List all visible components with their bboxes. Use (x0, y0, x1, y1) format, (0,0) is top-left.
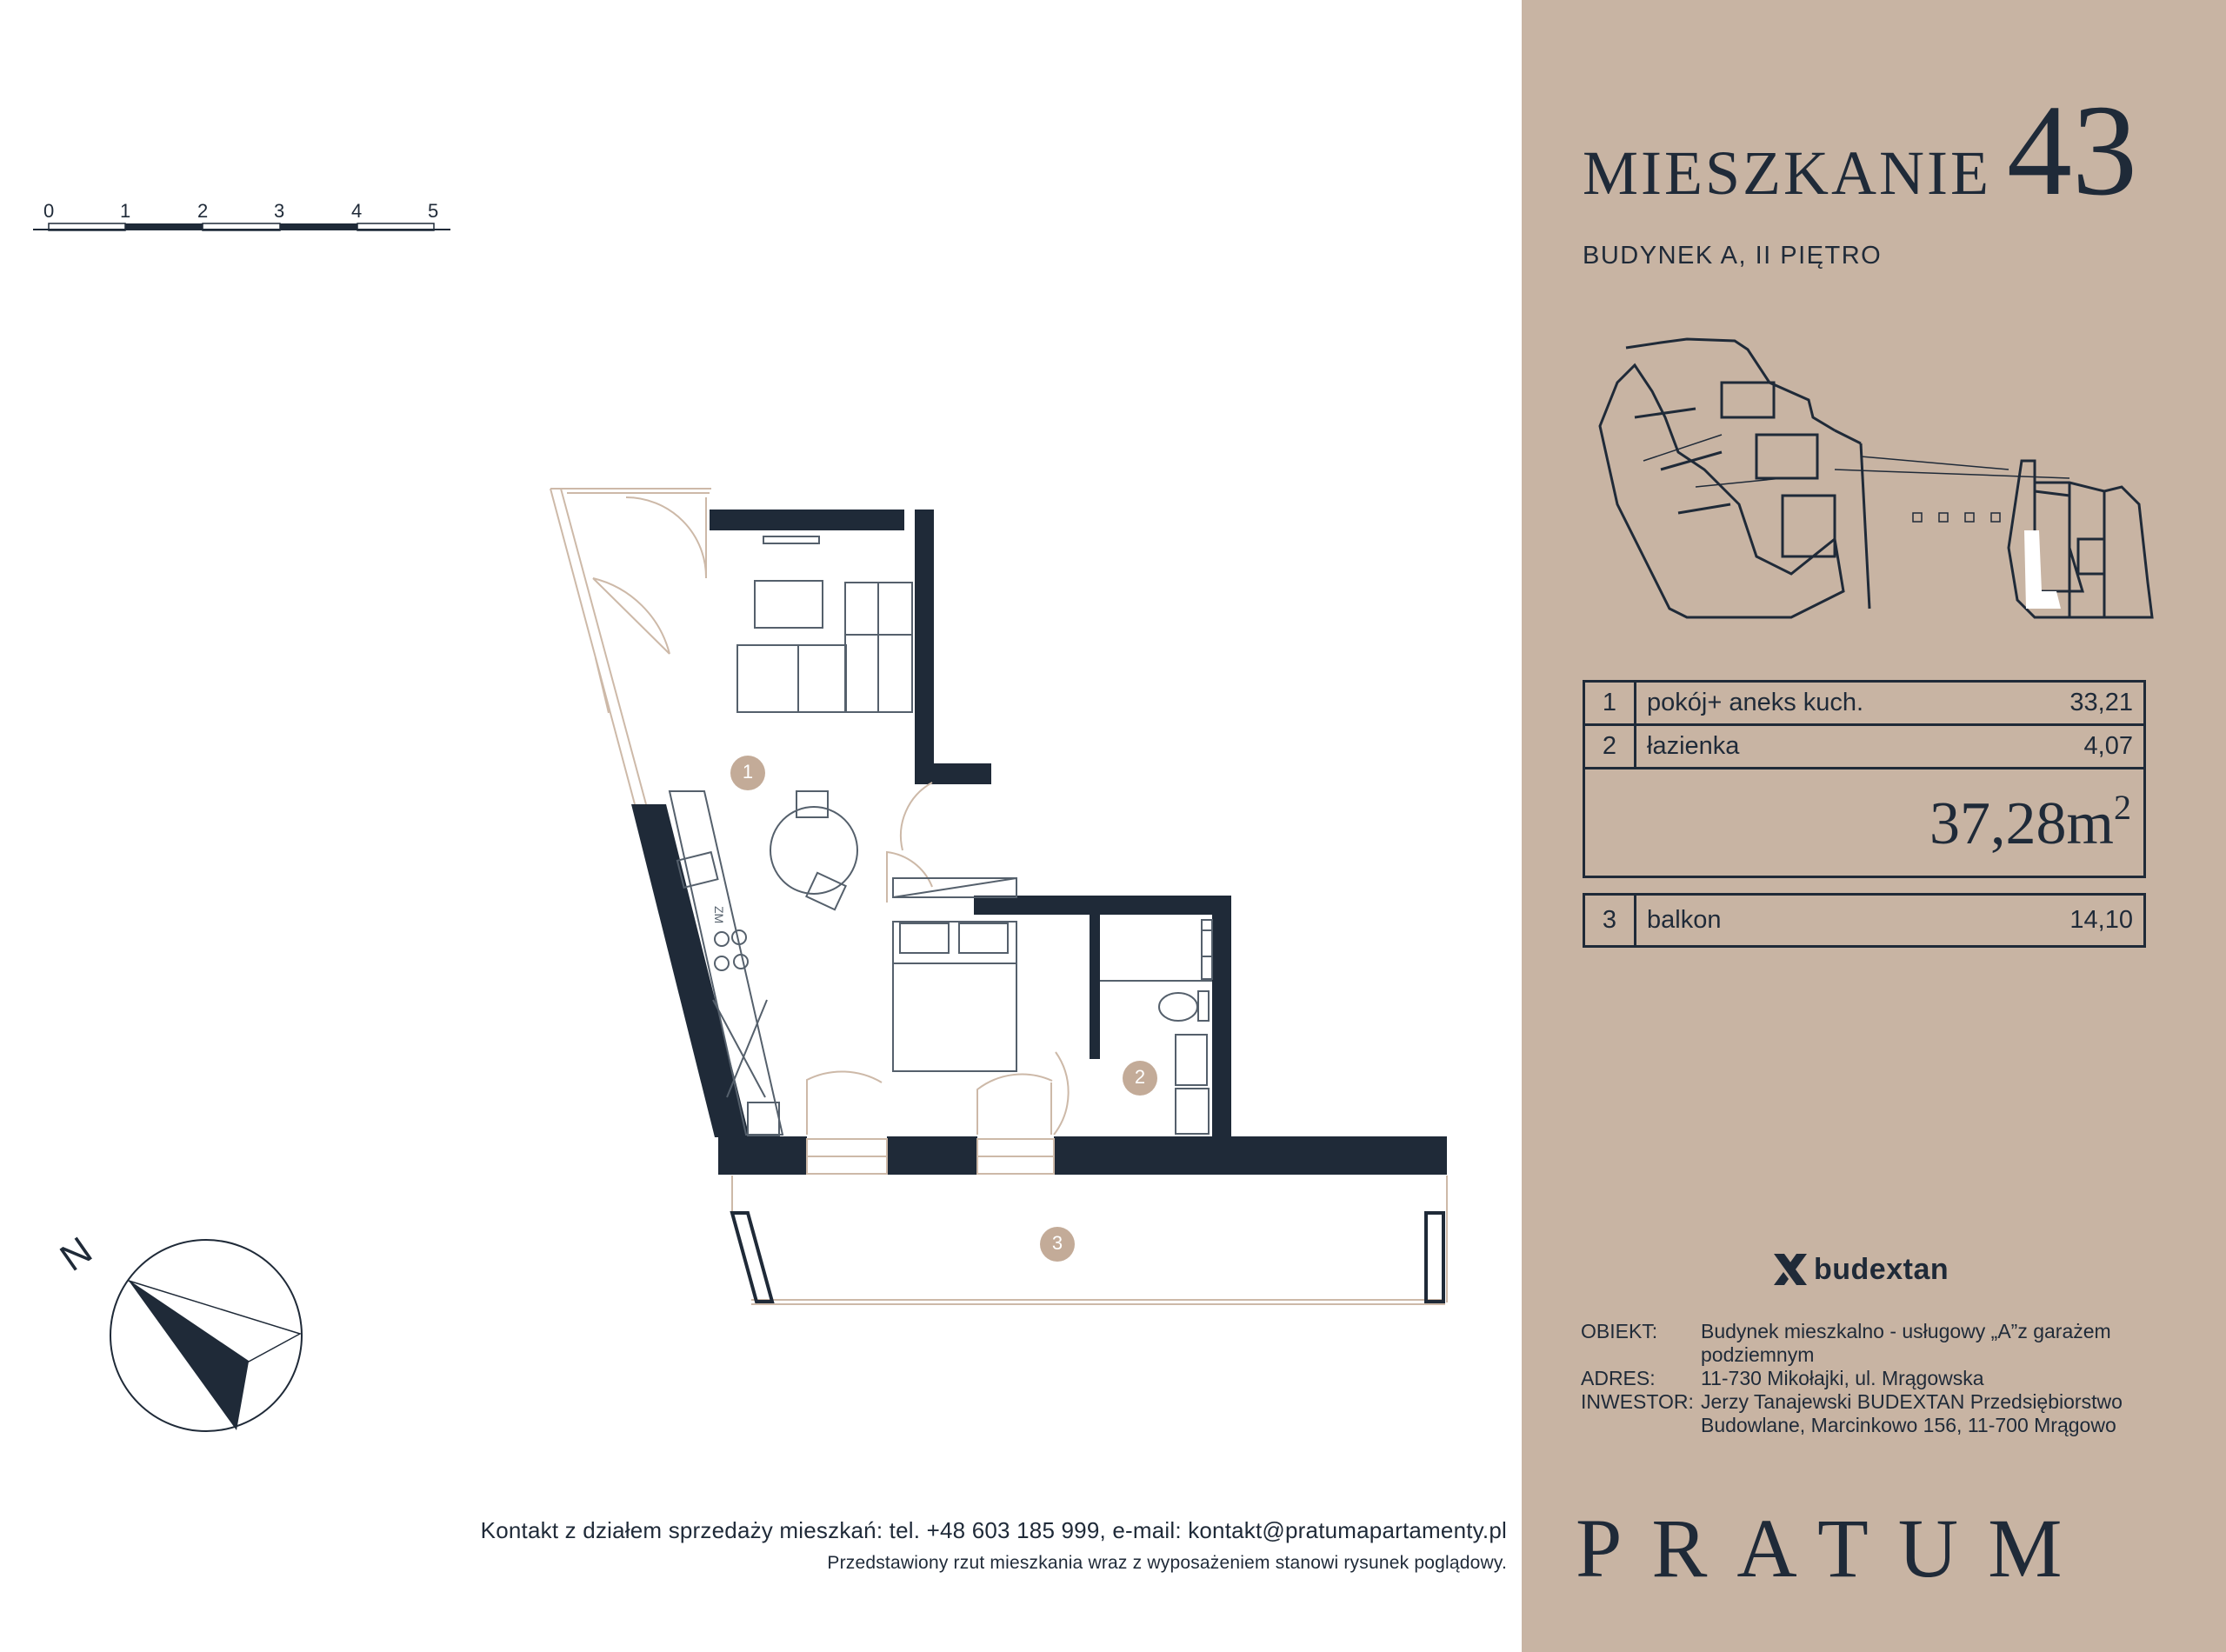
project-info (1581, 1320, 2188, 1437)
title-word: MIESZKANIE (1583, 138, 1991, 208)
balcony-doors (807, 783, 1069, 1174)
building-floor: BUDYNEK A, II PIĘTRO (1583, 242, 1883, 270)
entrance-door (593, 497, 706, 654)
balcony-table (1583, 893, 2146, 948)
scale-label: 3 (274, 200, 285, 222)
info-row (1581, 1367, 2188, 1390)
scale-label: 0 (43, 200, 55, 222)
total-row (1584, 769, 2145, 877)
info-key: ADRES: (1581, 1367, 1656, 1389)
scale-label: 2 (197, 200, 209, 222)
contact-info: Kontakt z działem sprzedaży mieszkań: tel. +48 603 185 999, e-mail: kontakt@pratumapartamenty.pl (480, 1517, 1507, 1543)
balcony-name: balkon (1636, 895, 1908, 947)
room-marker-label: 3 (1051, 1232, 1063, 1254)
compass-icon (110, 1240, 302, 1431)
info-value: 11-730 Mikołajki, ul. Mrągowska (1701, 1367, 1984, 1389)
scale-label: 4 (351, 200, 363, 222)
info-panel (1522, 0, 2226, 1652)
room-area: 33,21 (2019, 682, 2145, 725)
room-areas-table (1583, 680, 2146, 878)
compass-north-label: N (52, 1229, 100, 1280)
info-key: INWESTOR: (1581, 1390, 1694, 1413)
room-marker-label: 2 (1134, 1066, 1146, 1088)
developer-logo (1772, 1252, 1949, 1287)
scale-bar (33, 223, 450, 230)
balcony-number: 3 (1584, 895, 1636, 947)
table-row (1584, 682, 2145, 725)
disclaimer: Przedstawiony rzut mieszkania wraz z wyposażeniem stanowi rysunek poglądowy. (827, 1553, 1507, 1573)
total-area-value: 37,28m (1929, 789, 2114, 857)
scale-label: 1 (120, 200, 131, 222)
scale-label: 5 (428, 200, 439, 222)
developer-logo-icon (1772, 1252, 1809, 1287)
building-key-plan (1583, 330, 2174, 626)
balcony-planters (732, 1213, 1443, 1302)
room-area: 4,07 (2019, 725, 2145, 769)
info-key: OBIEKT: (1581, 1320, 1658, 1342)
furniture (737, 536, 1212, 1134)
developer-name: budextan (1814, 1252, 1949, 1286)
window-wall (550, 489, 711, 804)
info-value: Jerzy Tanajewski BUDEXTAN Przedsiębiorstwo Budowlane, Marcinkowo 156, 11-700 Mrągowo (1701, 1390, 2123, 1436)
brand-logo: PRATUM (1576, 1502, 2092, 1595)
fridge-label: ZM (712, 906, 726, 924)
room-number: 2 (1584, 725, 1636, 769)
balcony (732, 1176, 1447, 1304)
total-area (1584, 769, 2145, 877)
apartment-number: 43 (2006, 78, 2137, 223)
table-row (1584, 725, 2145, 769)
info-row (1581, 1320, 2188, 1367)
table-row (1584, 895, 2145, 947)
info-value: Budynek mieszkalno - usługowy „A”z garażem podziemnym (1701, 1320, 2111, 1366)
room-name: pokój+ aneks kuch. (1636, 682, 2019, 725)
room-marker-label: 1 (742, 761, 754, 783)
page-title (1583, 78, 2137, 223)
room-name: łazienka (1636, 725, 2019, 769)
balcony-area: 14,10 (1908, 895, 2145, 947)
total-area-unit-exp: 2 (2114, 787, 2131, 827)
info-row (1581, 1390, 2188, 1437)
room-number: 1 (1584, 682, 1636, 725)
